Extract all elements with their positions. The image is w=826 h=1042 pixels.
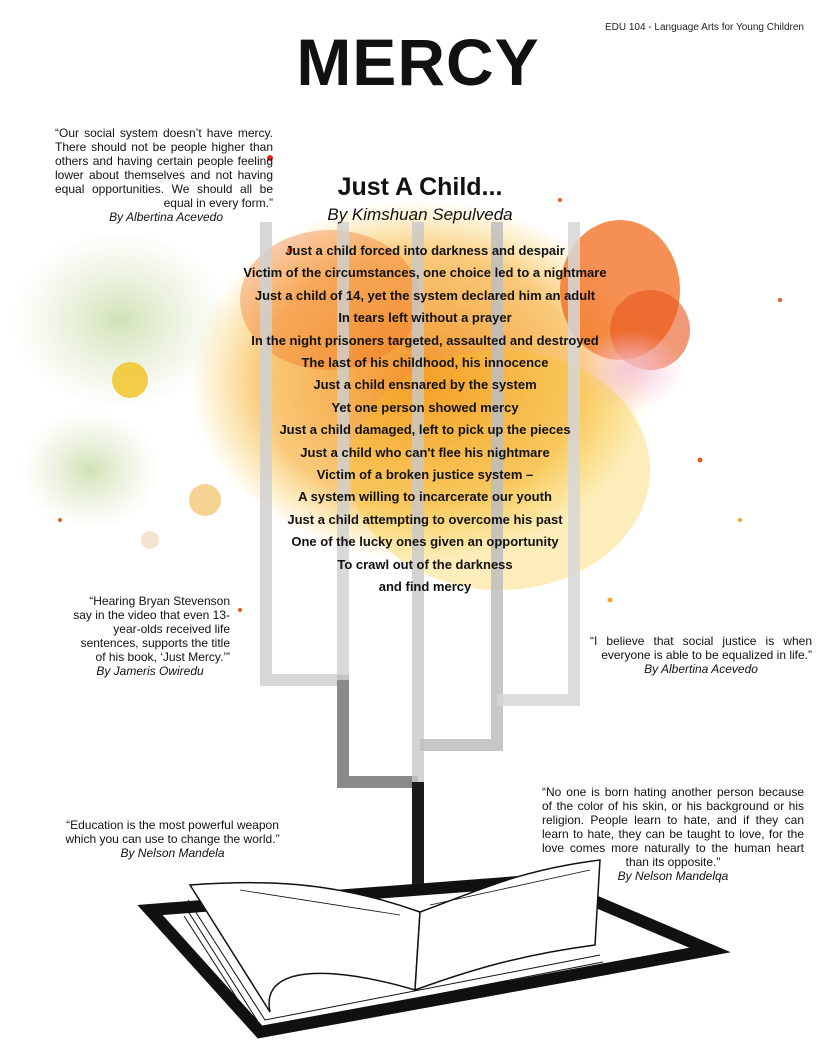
quote-block	[590, 634, 812, 676]
poem-line: Victim of the circumstances, one choice led to a nightmare	[243, 265, 607, 281]
poem-line: Just a child who can't flee his nightmare	[300, 444, 550, 460]
quote-author: By Albertina Acevedo	[644, 662, 758, 676]
poem-line: Just a child damaged, left to pick up the pieces	[279, 422, 571, 438]
quote-text: “No one is born hating another person because of the color of his skin, or his background or his religion. People learn to hate, and if they can learn to hate, they can be taught to love, for the love comes more naturally to the human heart than its opposite.”	[542, 785, 804, 869]
poem-line: Just a child forced into darkness and despair	[285, 243, 565, 258]
poem-line: Just a child of 14, yet the system declared him an adult	[254, 287, 596, 303]
poem-line: In the night prisoners targeted, assaulted and destroyed	[251, 332, 599, 348]
poem-author: By Kimshuan Sepulveda	[327, 205, 513, 224]
book-illustration	[150, 860, 710, 1034]
poem-line: A system willing to incarcerate our youth	[298, 489, 552, 505]
poem-line: and find mercy	[378, 579, 472, 595]
quote-text: “Education is the most powerful weapon which you can use to change the world.”	[65, 818, 280, 846]
poem-line: Yet one person showed mercy	[331, 399, 519, 415]
page-title: MERCY	[296, 25, 540, 99]
poem-line: To crawl out of the darkness	[337, 556, 513, 572]
quote-text: “Our social system doesn’t have mercy. There should not be people higher than others and having certain people feeling lower about themselves and not having equal opportunities. We should all be equal in every form.”	[55, 126, 273, 210]
poem-title: Just A Child...	[337, 173, 503, 201]
poem-line: Just a child ensnared by the system	[313, 377, 537, 393]
quote-block	[70, 594, 230, 678]
quote-block	[55, 818, 290, 860]
poem-line: In tears left without a prayer	[338, 310, 512, 326]
quote-author: By Albertina Acevedo	[109, 210, 223, 224]
poem-line: One of the lucky ones given an opportunity	[291, 534, 559, 550]
quote-text: “Hearing Bryan Stevenson say in the video that even 13-year-olds received life sentences, supports the title of his book, ‘Just Mercy.’”	[73, 594, 230, 664]
course-label: EDU 104 - Language Arts for Young Children	[604, 22, 804, 33]
quote-author: By Nelson Mandelqa	[617, 869, 729, 883]
quote-author: By Jameris Owiredu	[96, 664, 204, 678]
quote-author: By Nelson Mandela	[120, 846, 225, 860]
poem-line: The last of his childhood, his innocence	[301, 355, 549, 371]
poem-line: Victim of a broken justice system –	[316, 467, 534, 483]
quote-block	[542, 785, 804, 883]
poem-body	[200, 240, 650, 599]
quote-text: “I believe that social justice is when everyone is able to be equalized in life.”	[590, 634, 812, 662]
poem-line: Just a child attempting to overcome his past	[287, 511, 563, 527]
